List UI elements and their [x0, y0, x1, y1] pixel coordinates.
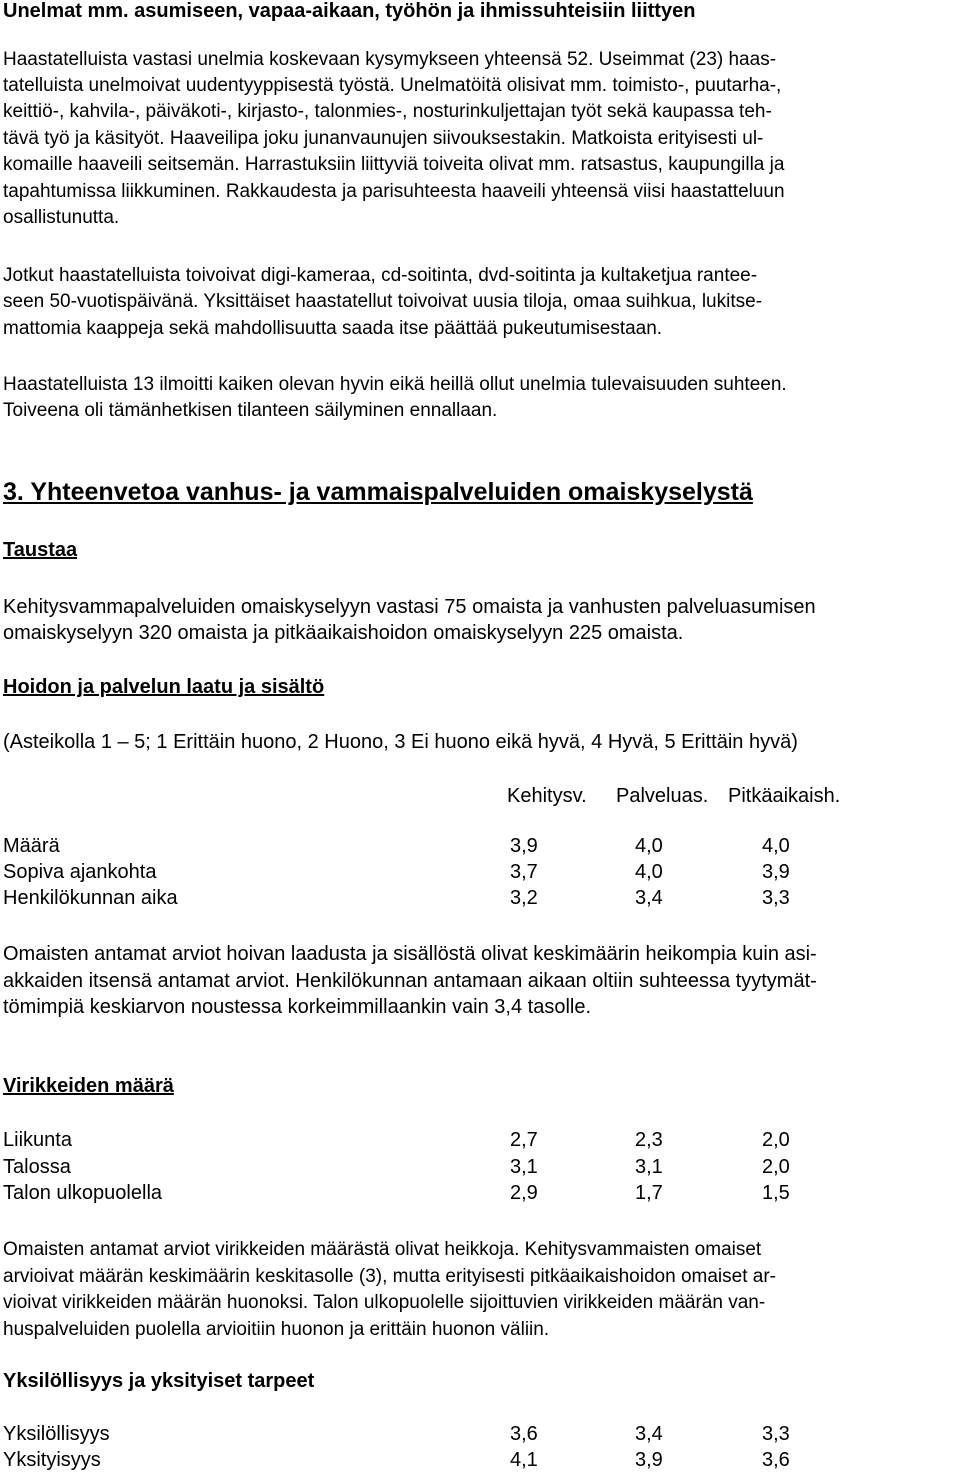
- heading-yksilollisyys: Yksilöllisyys ja yksityiset tarpeet: [3, 1370, 315, 1392]
- row-label: Määrä: [3, 835, 60, 857]
- column-header-kehitysv: Kehitysv.: [507, 785, 587, 807]
- cell-value: 3,9: [762, 861, 790, 883]
- table-row: [3, 1129, 958, 1156]
- text-line: seen 50-vuotispäivänä. Yksittäiset haastatellut toivoivat uusia tiloja, omaa suihkua, lukitse-: [3, 291, 763, 312]
- cell-value: 3,6: [762, 1449, 790, 1471]
- cell-value: 4,0: [762, 835, 790, 857]
- text-line: osallistunutta.: [3, 207, 120, 228]
- text-line: Kehitysvammapalveluiden omaiskyselyyn vastasi 75 omaista ja vanhusten palveluasumisen: [3, 596, 816, 618]
- row-label: Talossa: [3, 1156, 71, 1178]
- text-line: Omaisten antamat arviot hoivan laadusta ja sisällöstä olivat keskimäärin heikompia kuin asi-: [3, 943, 817, 965]
- text-line: Omaisten antamat arviot virikkeiden määrästä olivat heikkoja. Kehitysvammaisten omaiset: [3, 1239, 762, 1260]
- cell-value: 2,9: [510, 1182, 538, 1204]
- heading-unelmat: Unelmat mm. asumiseen, vapaa-aikaan, työhön ja ihmissuhteisiin liittyen: [3, 0, 696, 22]
- text-line: vioivat virikkeiden määrän huonoksi. Talon ulkopuolelle sijoittuvien virikkeiden määrän van-: [3, 1292, 766, 1313]
- section-title: 3. Yhteenvetoa vanhus- ja vammaispalveluiden omaiskyselystä: [3, 478, 753, 506]
- table-row: [3, 1423, 958, 1450]
- row-label: Liikunta: [3, 1129, 72, 1151]
- text-line: Haastatelluista 13 ilmoitti kaiken olevan hyvin eikä heillä ollut unelmia tulevaisuuden suhteen.: [3, 374, 787, 395]
- table-row: [3, 887, 958, 914]
- table-row: [3, 1156, 958, 1183]
- cell-value: 3,3: [762, 887, 790, 909]
- table-row: [3, 1182, 958, 1209]
- text-line: Toiveena oli tämänhetkisen tilanteen säilyminen ennallaan.: [3, 400, 498, 421]
- heading-taustaa: Taustaa: [3, 539, 78, 561]
- heading-hoidon-laatu: Hoidon ja palvelun laatu ja sisältö: [3, 676, 325, 698]
- cell-value: 4,0: [635, 835, 663, 857]
- table-row: [3, 835, 958, 862]
- table-row: [3, 861, 958, 888]
- cell-value: 2,0: [762, 1156, 790, 1178]
- text-line: omaiskyselyyn 320 omaista ja pitkäaikaishoidon omaiskyselyyn 225 omaista.: [3, 622, 684, 644]
- column-header-palveluas: Palveluas.: [616, 785, 709, 807]
- text-line: akkaiden itsensä antamat arviot. Henkilökunnan antamaan aikaan oltiin suhteessa tyytymät-: [3, 970, 817, 992]
- cell-value: 3,1: [635, 1156, 663, 1178]
- cell-value: 3,1: [510, 1156, 538, 1178]
- cell-value: 4,1: [510, 1449, 538, 1471]
- cell-value: 3,9: [510, 835, 538, 857]
- cell-value: 3,3: [762, 1423, 790, 1445]
- text-line: tömimpiä keskiarvon noustessa korkeimmillaankin vain 3,4 tasolle.: [3, 996, 592, 1018]
- cell-value: 3,2: [510, 887, 538, 909]
- cell-value: 3,7: [510, 861, 538, 883]
- cell-value: 4,0: [635, 861, 663, 883]
- text-line: Haastatelluista vastasi unelmia koskevaan kysymykseen yhteensä 52. Useimmat (23) haas-: [3, 49, 777, 70]
- cell-value: 1,5: [762, 1182, 790, 1204]
- text-line: tapahtumissa liikkuminen. Rakkaudesta ja parisuhteesta haaveili yhteensä viisi haastatteluun: [3, 181, 785, 202]
- cell-value: 2,0: [762, 1129, 790, 1151]
- cell-value: 3,4: [635, 1423, 663, 1445]
- text-line: mattomia kaappeja sekä mahdollisuutta saada itse päättää pukeutumisestaan.: [3, 318, 663, 339]
- text-line: arvioivat määrän keskimäärin keskitasolle (3), mutta erityisesti pitkäaikaishoidon omaiset ar-: [3, 1266, 776, 1287]
- text-line: keittiö-, kahvila-, päiväkoti-, kirjasto-, talonmies-, nosturinkuljettajan työt sekä kaupassa teh-: [3, 101, 772, 122]
- column-header-pitkaaikaish: Pitkäaikaish.: [728, 785, 841, 807]
- row-label: Sopiva ajankohta: [3, 861, 157, 883]
- cell-value: 2,7: [510, 1129, 538, 1151]
- table-row: [3, 1449, 958, 1476]
- row-label: Henkilökunnan aika: [3, 887, 178, 909]
- text-line: komaille haaveili seitsemän. Harrastuksiin liittyviä toiveita olivat mm. ratsastus, kaupungilla ja: [3, 154, 785, 175]
- text-line: tävä työ ja käsityöt. Haaveilipa joku junanvaunujen siivouksestakin. Matkoista erityisesti ul-: [3, 128, 764, 149]
- scale-note: (Asteikolla 1 – 5; 1 Erittäin huono, 2 Huono, 3 Ei huono eikä hyvä, 4 Hyvä, 5 Erittäin hyvä): [3, 731, 798, 753]
- cell-value: 1,7: [635, 1182, 663, 1204]
- row-label: Yksityisyys: [3, 1449, 101, 1471]
- heading-virikkeet: Virikkeiden määrä: [3, 1075, 174, 1097]
- text-line: huspalveluiden puolella arvioitiin huonon ja erittäin huonon väliin.: [3, 1319, 550, 1340]
- text-line: Jotkut haastatelluista toivoivat digi-kameraa, cd-soitinta, dvd-soitinta ja kultaketjua rantee-: [3, 265, 758, 286]
- cell-value: 2,3: [635, 1129, 663, 1151]
- row-label: Talon ulkopuolella: [3, 1182, 163, 1204]
- cell-value: 3,4: [635, 887, 663, 909]
- row-label: Yksilöllisyys: [3, 1423, 110, 1445]
- cell-value: 3,6: [510, 1423, 538, 1445]
- cell-value: 3,9: [635, 1449, 663, 1471]
- text-line: tatelluista unelmoivat uudentyyppisestä työstä. Unelmatöitä olisivat mm. toimisto-, puutarha-,: [3, 75, 782, 96]
